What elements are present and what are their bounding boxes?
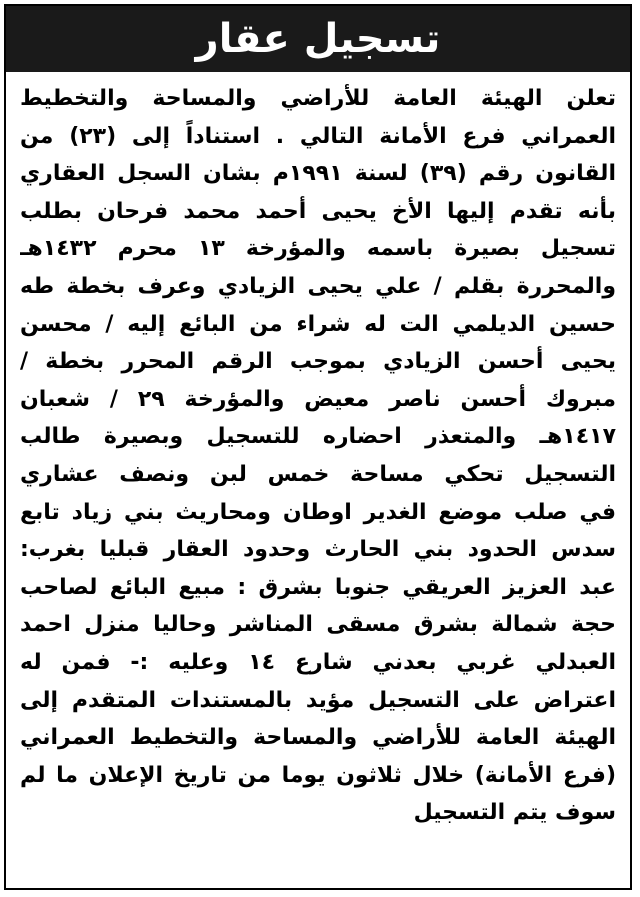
body-line: في صلب موضع الغدير اوطان ومحاريث بني زياد تابع (20, 499, 616, 525)
body-line: القانون رقم (٣٩) لسنة ١٩٩١م بشان السجل العقاري (20, 161, 616, 187)
body-line: التسجيل تحكي مساحة خمس لبن ونصف عشاري (20, 461, 616, 487)
body-line: العبدلي غربي بعدني شارع ١٤ وعليه :- فمن له (20, 649, 616, 675)
body-line: العمراني فرع الأمانة التالي . استناداً إلى (٢٣) من (20, 123, 616, 149)
body-line: الهيئة العامة للأراضي والمساحة والتخطيط العمراني (20, 725, 616, 751)
body-line: حسين الديلمي الت له شراء من البائع إليه / محسن (20, 311, 616, 337)
notice-box (4, 4, 632, 890)
body-line: اعتراض على التسجيل مؤيد بالمستندات المتقدم إلى (20, 687, 616, 713)
body-line: تعلن الهيئة العامة للأراضي والمساحة والتخطيط (20, 86, 616, 111)
body-line: سدس الحدود بني الحارث وحدود العقار قبليا بغرب: (20, 537, 616, 563)
body-line: ١٤١٧هـ والمتعذر احضاره للتسجيل وبصيرة طالب (20, 424, 616, 450)
body-line: حجة شمالة بشرق مسقى المناشر وحاليا منزل احمد (20, 612, 616, 638)
body-line-last: سوف يتم التسجيل (413, 800, 616, 826)
body-line: مبروك أحسن ناصر معيض والمؤرخة ٢٩ / شعبان (20, 386, 616, 412)
body-line: عبد العزيز العريقي جنوبا بشرق : مبيع البائع لصاحب (20, 574, 616, 600)
body-line: بأنه تقدم إليها الأخ يحيى أحمد محمد فرحان بطلب (20, 198, 616, 224)
body-line: تسجيل بصيرة باسمه والمؤرخة ١٣ محرم ١٤٣٢هـ (20, 236, 616, 262)
notice-body (20, 80, 616, 882)
notice-title: تسجيل عقار (6, 6, 630, 72)
body-line: والمحررة بقلم / علي يحيى الزيادي وعرف بخطة طه (20, 273, 616, 299)
body-line: (فرع الأمانة) خلال ثلاثون يوما من تاريخ الإعلان ما لم (20, 762, 616, 788)
body-line: يحيى أحسن الزيادي بموجب الرقم المحرر بخطة / (20, 349, 616, 375)
